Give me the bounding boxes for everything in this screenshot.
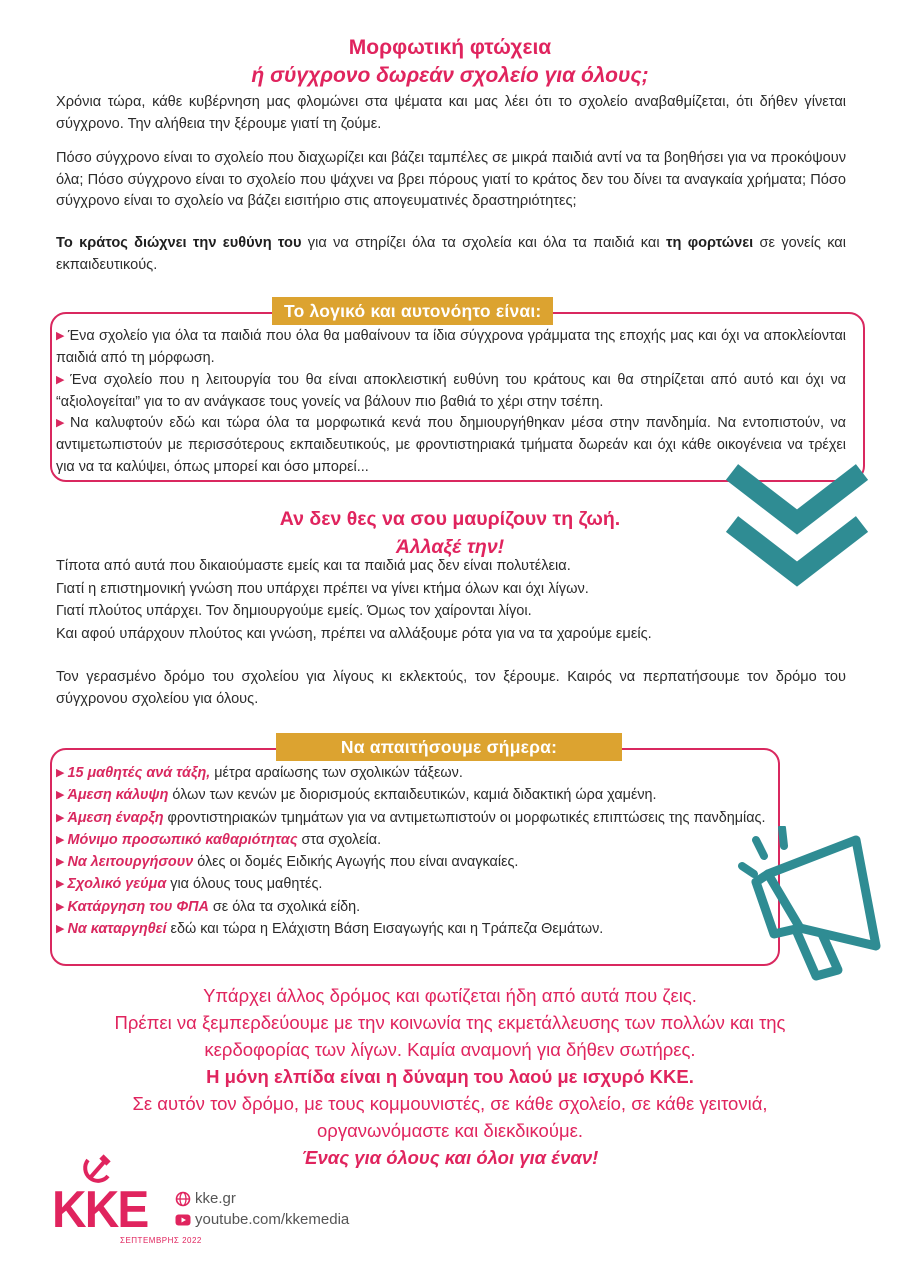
list-item: ▶ 15 μαθητές ανά τάξη, μέτρα αραίωσης των σχολικών τάξεων.: [56, 765, 463, 781]
closing-slogan: Ένας για όλους και όλοι για έναν!: [301, 1147, 599, 1168]
list-item: ▶ Να καταργηθεί εδώ και τώρα η Ελάχιστη Βάση Εισαγωγής και η Τράπεζα Θεμάτων.: [56, 921, 604, 938]
change-line: Γιατί η επιστημονική γνώση που υπάρχει πρέπει να γίνει κτήμα όλων και όχι λίγων.: [56, 580, 589, 597]
arrow-right-icon: ▶: [56, 923, 65, 936]
change-line: Γιατί πλούτος υπάρχει. Τον δημιουργούμε εμείς. Όμως τον χαίρονται λίγοι.: [56, 603, 532, 619]
closing-line: Σε αυτόν τον δρόμο, με τους κομμουνιστές, σε κάθε σχολείο, σε κάθε γειτονιά,: [132, 1093, 768, 1114]
list-item: ▶ Ένα σχολείο που η λειτουργία του θα είναι αποκλειστική ευθύνη του κράτους και θα στηρίζεται από αυτό και όχι να “αξιολογείται” για το αν ανάγκασε τους γονείς να βάλουν πιο βαθιά το χέρι στην τσέπη.: [56, 371, 846, 410]
list-item: ▶ Άμεση κάλυψη όλων των κενών με διορισμούς εκπαιδευτικών, καμιά διδακτική ώρα χαμένη.: [56, 787, 657, 804]
arrow-right-icon: ▶: [56, 856, 65, 869]
change-title: [0, 505, 900, 561]
list-item: ▶ Μόνιμο προσωπικό καθαριότητας στα σχολεία.: [56, 831, 382, 848]
change-end-paragraph: Τον γερασμένο δρόμο του σχολείου για λίγους κι εκλεκτούς, τον ξέρουμε. Καιρός να περπατήσουμε τον δρόμο του σύγχρονου σχολείου για όλους.: [56, 669, 846, 707]
intro-end: σε γονείς και εκπαιδευτικούς.: [56, 235, 846, 273]
website-link[interactable]: kke.gr: [175, 1188, 349, 1209]
arrow-right-icon: ▶: [56, 330, 65, 342]
change-line: Και αφού υπάρχουν πλούτος και γνώση, πρέπει να αλλάξουμε ρότα για να τα χαρούμε εμείς.: [56, 625, 652, 642]
closing-line: Πρέπει να ξεμπερδεύουμε με την κοινωνία της εκμετάλλευσης των πολλών και της: [114, 1012, 786, 1033]
arrow-right-icon: ▶: [56, 900, 65, 913]
change-lines: [56, 555, 846, 645]
arrow-right-icon: ▶: [56, 767, 65, 779]
intro-bold-2: τη φορτώνει: [665, 235, 754, 251]
list-item: ▶ Να καλυφτούν εδώ και τώρα όλα τα μορφωτικά κενά που δημιουργήθηκαν μέσα στην πανδημία. Να εντοπιστούν, να αντιμετωπιστούν με περισσότερους εκπαιδευτικούς, με φροντιστηριακά τμήματα δωρεάν και όχι κάθε οικογένεια να τρέχει για να τα καλύψει, όπως μπορεί και όσο μπορεί...: [56, 415, 846, 475]
list-item: ▶ Άμεση έναρξη φροντιστηριακών τμημάτων για να αντιμετωπιστούν οι μορφωτικές επιπτώσεις της πανδημίας.: [56, 809, 766, 826]
logical-list: [56, 326, 846, 478]
arrow-right-icon: ▶: [56, 878, 65, 891]
arrow-right-icon: ▶: [56, 789, 65, 802]
title-line-1: Μορφωτική φτώχεια: [348, 36, 552, 59]
arrow-right-icon: ▶: [56, 373, 68, 386]
intro-paragraph-1: Χρόνια τώρα, κάθε κυβέρνηση μας φλομώνει στα ψέματα και μας λέει ότι το σχολείο αναβαθμίζεται, ότι δήθεν γίνεται σύγχρονο. Την αλήθεια την ξέρουμε γιατί τη ζούμε.: [56, 94, 846, 132]
closing-line: οργανωνόμαστε και διεκδικούμε.: [317, 1120, 583, 1141]
globe-icon: [175, 1191, 191, 1207]
list-item: ▶ Να λειτουργήσουν όλες οι δομές Ειδικής Αγωγής που είναι αναγκαίες.: [56, 854, 519, 871]
footer-links: [175, 1188, 349, 1230]
title-line-2: ή σύγχρονο δωρεάν σχολείο για όλους;: [251, 64, 649, 87]
arrow-right-icon: ▶: [56, 417, 67, 430]
demands-box-label: Να απαιτήσουμε σήμερα:: [276, 733, 622, 761]
logical-box-label: Το λογικό και αυτονόητο είναι:: [272, 297, 553, 325]
footer-date: ΣΕΠΤΕΜΒΡΗΣ 2022: [120, 1236, 202, 1245]
youtube-link[interactable]: youtube.com/kkemedia: [175, 1209, 349, 1230]
intro-mid: για να στηρίζει όλα τα σχολεία και όλα τα παιδιά και: [301, 235, 666, 251]
intro-paragraph-3: [56, 233, 846, 276]
list-item: ▶ Κατάργηση του ΦΠΑ σε όλα τα σχολικά είδη.: [56, 898, 361, 915]
change-title-line-1: Αν δεν θες να σου μαυρίζουν τη ζωή.: [279, 508, 621, 530]
list-item: ▶ Σχολικό γεύμα για όλους τους μαθητές.: [56, 876, 323, 893]
intro-bold-1: Το κράτος διώχνει την ευθύνη του: [56, 235, 302, 251]
change-line: Τίποτα από αυτά που δικαιούμαστε εμείς και τα παιδιά μας δεν είναι πολυτέλεια.: [56, 558, 571, 574]
logo-text: ΚΚΕ: [52, 1181, 148, 1239]
arrow-right-icon: ▶: [56, 833, 65, 846]
arrow-right-icon: ▶: [56, 811, 65, 824]
demands-list: [56, 763, 846, 941]
list-item: ▶ Ένα σχολείο για όλα τα παιδιά που όλα θα μαθαίνουν τα ίδια σύγχρονα γράμματα της εποχής μας και όχι να αποκλείονται παιδιά από τη μόρφωση.: [56, 328, 846, 367]
megaphone-icon: [738, 826, 888, 991]
closing-line: Υπάρχει άλλος δρόμος και φωτίζεται ήδη από αυτά που ζεις.: [203, 985, 697, 1006]
change-title-line-2: Άλλαξέ την!: [395, 536, 505, 558]
closing-line: κερδοφορίας των λίγων. Καμία αναμονή για δήθεν σωτήρες.: [204, 1039, 696, 1060]
intro-paragraph-2: Πόσο σύγχρονο είναι το σχολείο που διαχωρίζει και βάζει ταμπέλες σε μικρά παιδιά αντί να τα βοηθήσει για να προκόψουν όλα; Πόσο σύγχρονο είναι το σχολείο που ψάχνει να βρει πόρους γιατί το κράτος δεν του δίνει τα αναγκαία χρήματα; Πόσο σύγχρονο είναι το σχολείο να βάζει εισιτήριο στις απογευματινές δραστηριότητες;: [56, 150, 846, 209]
page-title: [0, 34, 900, 90]
closing-line-strong: Η μόνη ελπίδα είναι η δύναμη του λαού με ισχυρό ΚΚΕ.: [206, 1066, 694, 1087]
youtube-icon: [175, 1212, 191, 1228]
closing-text: [0, 982, 900, 1171]
